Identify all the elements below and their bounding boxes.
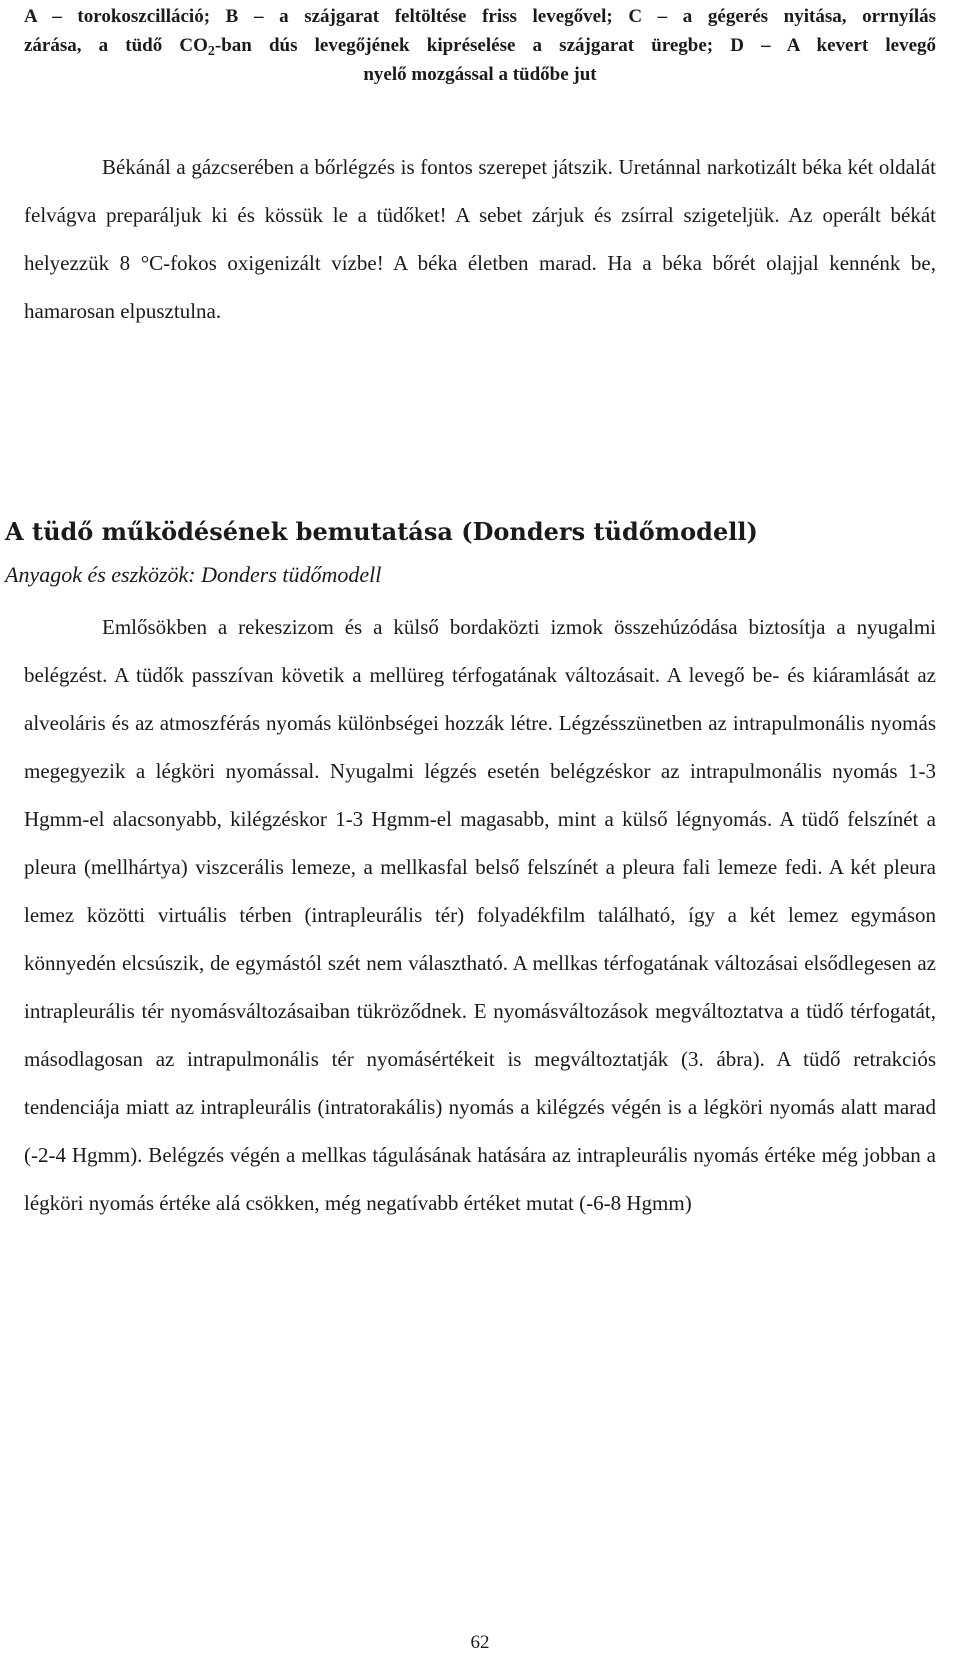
section-heading: A tüdő működésének bemutatása (Donders tüdőmodell) — [5, 517, 758, 546]
paragraph-text: Békánál a gázcserében a bőrlégzés is fontos szerepet játszik. Uretánnal narkotizált béka két oldalát felvágva preparáljuk ki és kössük le a tüdőket! A sebet zárjuk és zsírral szigeteljük. Az operált békát helyezzük 8 °C-fokos oxigenizált vízbe! A béka életben marad. Ha a béka bőrét olajjal kennénk be, hamarosan elpusztulna. — [24, 155, 936, 323]
page-number: 62 — [470, 1632, 490, 1653]
caption-line-2-end: -ban dús levegőjének kipréselése a szájgarat üregbe; D – A kevert levegő — [214, 35, 936, 56]
paragraph-lung-mechanics — [24, 603, 936, 1227]
materials-subheading: Anyagok és eszközök: Donders tüdőmodell — [5, 562, 382, 587]
caption-line-2 — [24, 31, 936, 60]
caption-line-3: nyelő mozgással a tüdőbe jut — [363, 64, 597, 85]
caption-line-1: A – torokoszcilláció; B – a szájgarat feltöltése friss levegővel; C – a gégerés nyitása, orrnyílás — [24, 6, 936, 27]
figure-caption — [24, 2, 936, 89]
paragraph-text: Emlősökben a rekeszizom és a külső bordaközti izmok összehúzódása biztosítja a nyugalmi belégzést. A tüdők passzívan követik a mellüreg térfogatának változásait. A levegő be- és kiáramlását az alveoláris és az atmoszférás nyomás különbségei hozzák létre. Légzésszünetben az intrapulmonális nyomás megegyezik a légköri nyomással. Nyugalmi légzés esetén belégzéskor az intrapulmonális nyomás 1-3 Hgmm-el alacsonyabb, kilégzéskor 1-3 Hgmm-el magasabb, mint a külső légnyomás. A tüdő felszínét a pleura (mellhártya) viszcerális lemeze, a mellkasfal belső felszínét a pleura fali lemeze fedi. A két pleura lemez közötti virtuális térben (intrapleurális tér) folyadékfilm található, így a két lemez egymáson könnyedén elcsúszik, de egymástól szét nem választható. A mellkas térfogatának változásai elsődlegesen az intrapleurális tér nyomásváltozásaiban tükröződnek. E nyomásváltozások megváltoztatva a tüdő térfogatát, másodlagosan az intrapulmonális tér nyomásértékeit is megváltoztatják (3. ábra). A tüdő retrakciós tendenciája miatt az intrapleurális (intratorakális) nyomás a kilégzés végén is a légköri nyomás alatt marad (-2-4 Hgmm). Belégzés végén a mellkas tágulásának hatására az intrapleurális nyomás értéke még jobban a légköri nyomás értéke alá csökken, még negatívabb értéket mutat (-6-8 Hgmm) — [24, 615, 936, 1215]
paragraph-frog-respiration — [24, 143, 936, 335]
co2-subscript: 2 — [207, 44, 215, 59]
caption-line-2-start: zárása, a tüdő CO — [24, 35, 208, 56]
